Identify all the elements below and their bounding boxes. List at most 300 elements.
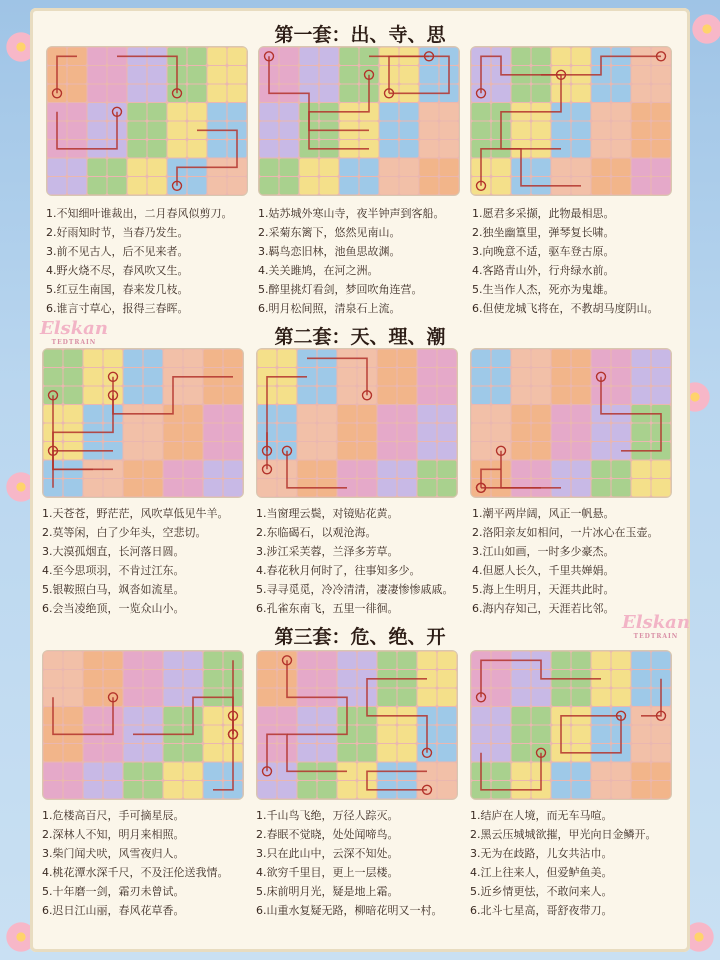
grid-cell[interactable] [398,689,417,707]
grid-cell[interactable] [632,726,651,744]
grid-cell[interactable] [492,387,511,405]
grid-cell[interactable] [124,744,143,762]
grid-cell[interactable] [440,159,459,177]
grid-cell[interactable] [632,66,651,84]
grid-cell[interactable] [572,424,591,442]
grid-cell[interactable] [418,368,437,386]
grid-cell[interactable] [204,479,223,497]
grid-cell[interactable] [512,726,531,744]
grid-cell[interactable] [144,424,163,442]
grid-cell[interactable] [338,652,357,670]
grid-cell[interactable] [208,140,227,158]
grid-cell[interactable] [260,140,279,158]
grid-cell[interactable] [592,159,611,177]
grid-cell[interactable] [278,424,297,442]
grid-cell[interactable] [612,461,631,479]
grid-cell[interactable] [492,424,511,442]
grid-cell[interactable] [128,140,147,158]
grid-cell[interactable] [164,707,183,725]
grid-cell[interactable] [438,387,457,405]
grid-cell[interactable] [552,368,571,386]
grid-cell[interactable] [378,405,397,423]
grid-cell[interactable] [532,48,551,66]
grid-cell[interactable] [418,387,437,405]
grid-cell[interactable] [380,140,399,158]
grid-cell[interactable] [612,689,631,707]
grid-cell[interactable] [340,66,359,84]
grid-cell[interactable] [340,177,359,195]
grid-cell[interactable] [438,744,457,762]
grid-cell[interactable] [68,85,87,103]
grid-cell[interactable] [632,479,651,497]
grid-cell[interactable] [338,781,357,799]
grid-cell[interactable] [652,66,671,84]
grid-cell[interactable] [612,368,631,386]
grid-cell[interactable] [358,479,377,497]
grid-cell[interactable] [492,85,511,103]
grid-cell[interactable] [108,177,127,195]
grid-cell[interactable] [224,424,243,442]
grid-cell[interactable] [184,744,203,762]
grid-cell[interactable] [64,689,83,707]
grid-cell[interactable] [124,763,143,781]
grid-cell[interactable] [400,159,419,177]
grid-cell[interactable] [438,763,457,781]
grid-cell[interactable] [398,461,417,479]
grid-cell[interactable] [652,368,671,386]
grid-cell[interactable] [400,177,419,195]
grid-cell[interactable] [378,689,397,707]
grid-cell[interactable] [572,159,591,177]
grid-cell[interactable] [380,103,399,121]
grid-cell[interactable] [632,652,651,670]
grid-cell[interactable] [420,159,439,177]
grid-cell[interactable] [208,66,227,84]
grid-cell[interactable] [652,781,671,799]
grid-cell[interactable] [532,387,551,405]
grid-cell[interactable] [64,350,83,368]
grid-cell[interactable] [184,763,203,781]
grid-cell[interactable] [280,140,299,158]
grid-cell[interactable] [300,177,319,195]
grid-cell[interactable] [208,48,227,66]
grid-cell[interactable] [552,652,571,670]
grid-cell[interactable] [612,350,631,368]
grid-cell[interactable] [148,66,167,84]
grid-cell[interactable] [572,387,591,405]
grid-cell[interactable] [280,66,299,84]
grid-cell[interactable] [300,66,319,84]
grid-cell[interactable] [378,652,397,670]
grid-cell[interactable] [438,405,457,423]
grid-cell[interactable] [592,726,611,744]
grid-cell[interactable] [572,48,591,66]
grid-cell[interactable] [572,405,591,423]
grid-cell[interactable] [228,85,247,103]
grid-cell[interactable] [320,85,339,103]
grid-cell[interactable] [512,48,531,66]
grid-cell[interactable] [472,405,491,423]
grid-cell[interactable] [108,66,127,84]
grid-cell[interactable] [612,85,631,103]
grid-cell[interactable] [592,350,611,368]
grid-cell[interactable] [612,140,631,158]
grid-cell[interactable] [228,48,247,66]
grid-cell[interactable] [438,368,457,386]
grid-cell[interactable] [88,122,107,140]
grid-cell[interactable] [378,726,397,744]
puzzle-grid[interactable] [42,348,244,498]
grid-cell[interactable] [44,670,63,688]
grid-cell[interactable] [64,670,83,688]
grid-cell[interactable] [572,368,591,386]
grid-cell[interactable] [278,781,297,799]
grid-cell[interactable] [318,368,337,386]
grid-cell[interactable] [144,689,163,707]
grid-cell[interactable] [88,66,107,84]
grid-cell[interactable] [472,387,491,405]
grid-cell[interactable] [652,652,671,670]
grid-cell[interactable] [472,707,491,725]
grid-cell[interactable] [398,726,417,744]
grid-cell[interactable] [400,122,419,140]
grid-cell[interactable] [512,689,531,707]
grid-cell[interactable] [398,442,417,460]
grid-cell[interactable] [632,744,651,762]
grid-cell[interactable] [532,442,551,460]
grid-cell[interactable] [84,350,103,368]
grid-cell[interactable] [298,387,317,405]
grid-cell[interactable] [320,48,339,66]
grid-cell[interactable] [148,177,167,195]
grid-cell[interactable] [592,689,611,707]
grid-cell[interactable] [512,122,531,140]
grid-cell[interactable] [298,442,317,460]
grid-cell[interactable] [652,103,671,121]
grid-cell[interactable] [652,122,671,140]
grid-cell[interactable] [184,424,203,442]
grid-cell[interactable] [438,442,457,460]
grid-cell[interactable] [204,424,223,442]
grid-cell[interactable] [492,670,511,688]
grid-cell[interactable] [164,350,183,368]
grid-cell[interactable] [632,103,651,121]
grid-cell[interactable] [552,461,571,479]
grid-cell[interactable] [88,177,107,195]
grid-cell[interactable] [84,368,103,386]
grid-cell[interactable] [632,368,651,386]
grid-cell[interactable] [338,424,357,442]
puzzle-grid[interactable] [256,348,458,498]
grid-cell[interactable] [318,707,337,725]
grid-cell[interactable] [378,479,397,497]
grid-cell[interactable] [632,387,651,405]
grid-cell[interactable] [440,103,459,121]
grid-cell[interactable] [320,66,339,84]
grid-cell[interactable] [378,424,397,442]
grid-cell[interactable] [204,350,223,368]
grid-cell[interactable] [164,763,183,781]
grid-cell[interactable] [84,405,103,423]
grid-cell[interactable] [278,350,297,368]
grid-cell[interactable] [278,387,297,405]
grid-cell[interactable] [552,424,571,442]
grid-cell[interactable] [318,781,337,799]
grid-cell[interactable] [572,652,591,670]
grid-cell[interactable] [552,48,571,66]
grid-cell[interactable] [380,122,399,140]
grid-cell[interactable] [418,442,437,460]
grid-cell[interactable] [612,479,631,497]
grid-cell[interactable] [184,479,203,497]
grid-cell[interactable] [438,670,457,688]
grid-cell[interactable] [108,85,127,103]
grid-cell[interactable] [632,461,651,479]
grid-cell[interactable] [592,122,611,140]
grid-cell[interactable] [512,85,531,103]
grid-cell[interactable] [380,159,399,177]
grid-cell[interactable] [224,479,243,497]
grid-cell[interactable] [532,368,551,386]
grid-cell[interactable] [652,461,671,479]
grid-cell[interactable] [144,350,163,368]
grid-cell[interactable] [338,405,357,423]
grid-cell[interactable] [48,159,67,177]
grid-cell[interactable] [44,652,63,670]
grid-cell[interactable] [492,177,511,195]
grid-cell[interactable] [532,85,551,103]
grid-cell[interactable] [318,442,337,460]
grid-cell[interactable] [440,177,459,195]
grid-cell[interactable] [148,140,167,158]
grid-cell[interactable] [124,424,143,442]
grid-cell[interactable] [418,405,437,423]
grid-cell[interactable] [438,461,457,479]
grid-cell[interactable] [64,763,83,781]
grid-cell[interactable] [280,103,299,121]
grid-cell[interactable] [88,85,107,103]
grid-cell[interactable] [592,103,611,121]
grid-cell[interactable] [318,670,337,688]
grid-cell[interactable] [84,670,103,688]
grid-cell[interactable] [298,670,317,688]
grid-cell[interactable] [184,405,203,423]
grid-cell[interactable] [592,140,611,158]
grid-cell[interactable] [318,405,337,423]
grid-cell[interactable] [420,177,439,195]
grid-cell[interactable] [124,350,143,368]
grid-cell[interactable] [512,461,531,479]
grid-cell[interactable] [188,48,207,66]
grid-cell[interactable] [298,405,317,423]
grid-cell[interactable] [104,479,123,497]
grid-cell[interactable] [68,159,87,177]
grid-cell[interactable] [188,103,207,121]
grid-cell[interactable] [164,670,183,688]
grid-cell[interactable] [652,763,671,781]
grid-cell[interactable] [148,159,167,177]
grid-cell[interactable] [552,159,571,177]
grid-cell[interactable] [472,103,491,121]
grid-cell[interactable] [84,707,103,725]
grid-cell[interactable] [64,707,83,725]
grid-cell[interactable] [84,387,103,405]
grid-cell[interactable] [492,689,511,707]
puzzle-grid[interactable] [256,650,458,800]
grid-cell[interactable] [88,103,107,121]
grid-cell[interactable] [378,461,397,479]
grid-cell[interactable] [204,405,223,423]
grid-cell[interactable] [124,707,143,725]
grid-cell[interactable] [532,707,551,725]
grid-cell[interactable] [512,707,531,725]
grid-cell[interactable] [552,781,571,799]
grid-cell[interactable] [632,159,651,177]
grid-cell[interactable] [420,103,439,121]
grid-cell[interactable] [418,350,437,368]
grid-cell[interactable] [592,763,611,781]
grid-cell[interactable] [492,159,511,177]
grid-cell[interactable] [204,670,223,688]
grid-cell[interactable] [338,744,357,762]
grid-cell[interactable] [492,350,511,368]
grid-cell[interactable] [398,350,417,368]
grid-cell[interactable] [378,744,397,762]
grid-cell[interactable] [124,689,143,707]
grid-cell[interactable] [184,781,203,799]
grid-cell[interactable] [398,387,417,405]
grid-cell[interactable] [418,689,437,707]
grid-cell[interactable] [612,781,631,799]
grid-cell[interactable] [632,140,651,158]
grid-cell[interactable] [440,140,459,158]
grid-cell[interactable] [612,670,631,688]
grid-cell[interactable] [572,103,591,121]
grid-cell[interactable] [228,103,247,121]
grid-cell[interactable] [84,781,103,799]
grid-cell[interactable] [68,103,87,121]
grid-cell[interactable] [400,103,419,121]
grid-cell[interactable] [128,122,147,140]
grid-cell[interactable] [64,781,83,799]
grid-cell[interactable] [652,85,671,103]
grid-cell[interactable] [208,85,227,103]
grid-cell[interactable] [318,461,337,479]
grid-cell[interactable] [64,744,83,762]
grid-cell[interactable] [552,387,571,405]
grid-cell[interactable] [492,707,511,725]
grid-cell[interactable] [552,763,571,781]
grid-cell[interactable] [360,177,379,195]
grid-cell[interactable] [184,350,203,368]
grid-cell[interactable] [338,670,357,688]
grid-cell[interactable] [340,159,359,177]
grid-cell[interactable] [378,350,397,368]
grid-cell[interactable] [104,781,123,799]
grid-cell[interactable] [358,652,377,670]
grid-cell[interactable] [144,368,163,386]
grid-cell[interactable] [360,159,379,177]
grid-cell[interactable] [258,707,277,725]
grid-cell[interactable] [612,424,631,442]
grid-cell[interactable] [438,350,457,368]
grid-cell[interactable] [652,350,671,368]
grid-cell[interactable] [552,689,571,707]
grid-cell[interactable] [492,368,511,386]
grid-cell[interactable] [358,424,377,442]
grid-cell[interactable] [652,726,671,744]
grid-cell[interactable] [164,479,183,497]
grid-cell[interactable] [400,66,419,84]
grid-cell[interactable] [300,48,319,66]
grid-cell[interactable] [378,442,397,460]
grid-cell[interactable] [204,442,223,460]
grid-cell[interactable] [184,442,203,460]
grid-cell[interactable] [592,781,611,799]
grid-cell[interactable] [572,350,591,368]
grid-cell[interactable] [512,763,531,781]
grid-cell[interactable] [418,461,437,479]
grid-cell[interactable] [532,405,551,423]
grid-cell[interactable] [298,707,317,725]
grid-cell[interactable] [204,461,223,479]
grid-cell[interactable] [298,781,317,799]
grid-cell[interactable] [148,122,167,140]
grid-cell[interactable] [64,405,83,423]
grid-cell[interactable] [144,744,163,762]
grid-cell[interactable] [572,122,591,140]
puzzle-grid[interactable] [470,348,672,498]
grid-cell[interactable] [492,726,511,744]
grid-cell[interactable] [632,781,651,799]
grid-cell[interactable] [164,781,183,799]
grid-cell[interactable] [184,652,203,670]
grid-cell[interactable] [398,744,417,762]
grid-cell[interactable] [228,177,247,195]
grid-cell[interactable] [318,744,337,762]
grid-cell[interactable] [612,159,631,177]
grid-cell[interactable] [552,350,571,368]
grid-cell[interactable] [184,387,203,405]
grid-cell[interactable] [108,159,127,177]
grid-cell[interactable] [68,122,87,140]
grid-cell[interactable] [258,350,277,368]
grid-cell[interactable] [512,744,531,762]
grid-cell[interactable] [592,479,611,497]
grid-cell[interactable] [472,726,491,744]
grid-cell[interactable] [280,48,299,66]
grid-cell[interactable] [512,350,531,368]
grid-cell[interactable] [592,424,611,442]
grid-cell[interactable] [124,442,143,460]
grid-cell[interactable] [652,479,671,497]
grid-cell[interactable] [204,387,223,405]
grid-cell[interactable] [572,479,591,497]
grid-cell[interactable] [612,652,631,670]
puzzle-grid[interactable] [42,650,244,800]
grid-cell[interactable] [228,66,247,84]
grid-cell[interactable] [278,707,297,725]
grid-cell[interactable] [512,368,531,386]
grid-cell[interactable] [128,85,147,103]
grid-cell[interactable] [164,424,183,442]
grid-cell[interactable] [632,177,651,195]
grid-cell[interactable] [612,763,631,781]
puzzle-grid[interactable] [470,46,672,196]
grid-cell[interactable] [420,122,439,140]
grid-cell[interactable] [340,85,359,103]
grid-cell[interactable] [68,177,87,195]
